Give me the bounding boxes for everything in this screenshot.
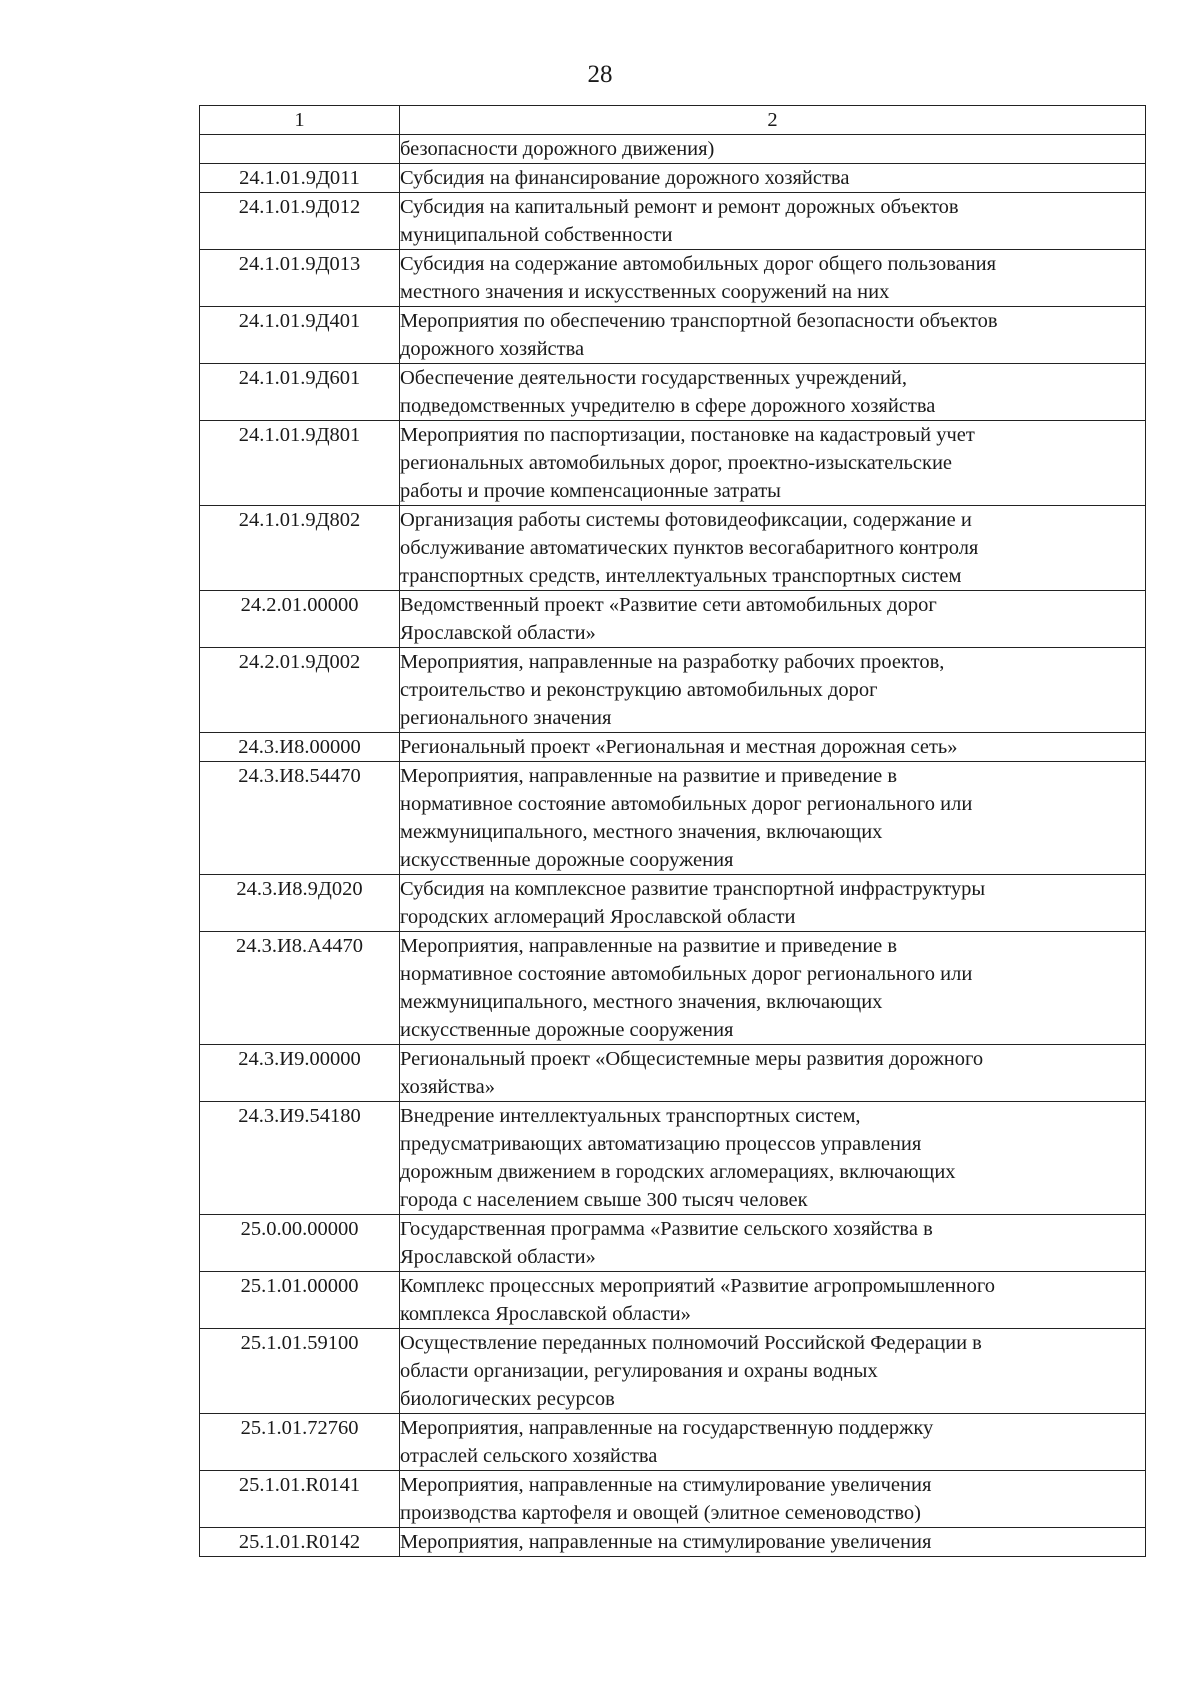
table-body	[200, 135, 1146, 1557]
column-header-code: 1	[200, 106, 400, 135]
table-row	[200, 307, 1146, 364]
row-code: 24.3.И8.00000	[200, 733, 400, 762]
row-code: 24.1.01.9Д401	[200, 307, 400, 364]
table-row	[200, 1528, 1146, 1557]
table-row	[200, 506, 1146, 591]
table-row	[200, 1272, 1146, 1329]
row-description: Региональный проект «Общесистемные меры развития дорожного хозяйства»	[400, 1045, 1146, 1102]
row-code: 25.1.01.59100	[200, 1329, 400, 1414]
row-description: Мероприятия, направленные на развитие и приведение в нормативное состояние автомобильных дорог регионального или межмуниципального, местного значения, включающих искусственные дорожные сооружения	[400, 762, 1146, 875]
table-row	[200, 1329, 1146, 1414]
row-code: 25.1.01.00000	[200, 1272, 400, 1329]
row-description: безопасности дорожного движения)	[400, 135, 1146, 164]
page-number: 28	[587, 61, 613, 88]
row-code: 24.1.01.9Д011	[200, 164, 400, 193]
row-description: Ведомственный проект «Развитие сети автомобильных дорог Ярославской области»	[400, 591, 1146, 648]
row-code: 25.1.01.R0142	[200, 1528, 400, 1557]
table-row	[200, 591, 1146, 648]
table-row	[200, 1471, 1146, 1528]
row-code: 24.1.01.9Д802	[200, 506, 400, 591]
row-description: Субсидия на комплексное развитие транспортной инфраструктуры городских агломераций Ярославской области	[400, 875, 1146, 932]
row-description: Субсидия на финансирование дорожного хозяйства	[400, 164, 1146, 193]
row-description: Организация работы системы фотовидеофиксации, содержание и обслуживание автоматических пунктов весогабаритного контроля транспортных средств, интеллектуальных транспортных систем	[400, 506, 1146, 591]
classification-table	[199, 105, 1146, 1557]
row-code: 24.3.И9.00000	[200, 1045, 400, 1102]
table-row	[200, 1215, 1146, 1272]
row-code: 24.1.01.9Д012	[200, 193, 400, 250]
column-header-description: 2	[400, 106, 1146, 135]
table-row	[200, 932, 1146, 1045]
row-code: 24.1.01.9Д601	[200, 364, 400, 421]
row-description: Мероприятия, направленные на разработку рабочих проектов, строительство и реконструкцию автомобильных дорог регионального значения	[400, 648, 1146, 733]
row-code: 25.1.01.R0141	[200, 1471, 400, 1528]
table-row	[200, 648, 1146, 733]
table-row	[200, 733, 1146, 762]
row-description: Мероприятия, направленные на государственную поддержку отраслей сельского хозяйства	[400, 1414, 1146, 1471]
table-row	[200, 1045, 1146, 1102]
row-description: Внедрение интеллектуальных транспортных систем, предусматривающих автоматизацию процессов управления дорожным движением в городских агломерациях, включающих города с населением свыше 300 тысяч человек	[400, 1102, 1146, 1215]
row-description: Субсидия на капитальный ремонт и ремонт дорожных объектов муниципальной собственности	[400, 193, 1146, 250]
row-description: Государственная программа «Развитие сельского хозяйства в Ярославской области»	[400, 1215, 1146, 1272]
table-row	[200, 762, 1146, 875]
table-row	[200, 1414, 1146, 1471]
table-row	[200, 875, 1146, 932]
row-code: 25.1.01.72760	[200, 1414, 400, 1471]
table-row	[200, 164, 1146, 193]
table-row	[200, 250, 1146, 307]
row-code: 24.3.И8.54470	[200, 762, 400, 875]
row-description: Региональный проект «Региональная и местная дорожная сеть»	[400, 733, 1146, 762]
row-code: 24.3.И9.54180	[200, 1102, 400, 1215]
row-description: Комплекс процессных мероприятий «Развитие агропромышленного комплекса Ярославской области»	[400, 1272, 1146, 1329]
row-description: Мероприятия по паспортизации, постановке на кадастровый учет региональных автомобильных дорог, проектно-изыскательские работы и прочие компенсационные затраты	[400, 421, 1146, 506]
table-row	[200, 364, 1146, 421]
row-description: Мероприятия, направленные на стимулирование увеличения	[400, 1528, 1146, 1557]
row-code: 25.0.00.00000	[200, 1215, 400, 1272]
row-description: Осуществление переданных полномочий Российской Федерации в области организации, регулирования и охраны водных биологических ресурсов	[400, 1329, 1146, 1414]
row-description: Обеспечение деятельности государственных учреждений, подведомственных учредителю в сфере дорожного хозяйства	[400, 364, 1146, 421]
table-row	[200, 421, 1146, 506]
table-row	[200, 193, 1146, 250]
row-code: 24.1.01.9Д013	[200, 250, 400, 307]
row-code: 24.3.И8.9Д020	[200, 875, 400, 932]
row-code	[200, 135, 400, 164]
row-description: Субсидия на содержание автомобильных дорог общего пользования местного значения и искусственных сооружений на них	[400, 250, 1146, 307]
row-code: 24.2.01.00000	[200, 591, 400, 648]
row-description: Мероприятия, направленные на развитие и приведение в нормативное состояние автомобильных дорог регионального или межмуниципального, местного значения, включающих искусственные дорожные сооружения	[400, 932, 1146, 1045]
row-description: Мероприятия по обеспечению транспортной безопасности объектов дорожного хозяйства	[400, 307, 1146, 364]
table-row	[200, 135, 1146, 164]
row-description: Мероприятия, направленные на стимулирование увеличения производства картофеля и овощей (элитное семеноводство)	[400, 1471, 1146, 1528]
table-row	[200, 1102, 1146, 1215]
table-header-row	[200, 106, 1146, 135]
row-code: 24.3.И8.А4470	[200, 932, 400, 1045]
row-code: 24.1.01.9Д801	[200, 421, 400, 506]
row-code: 24.2.01.9Д002	[200, 648, 400, 733]
